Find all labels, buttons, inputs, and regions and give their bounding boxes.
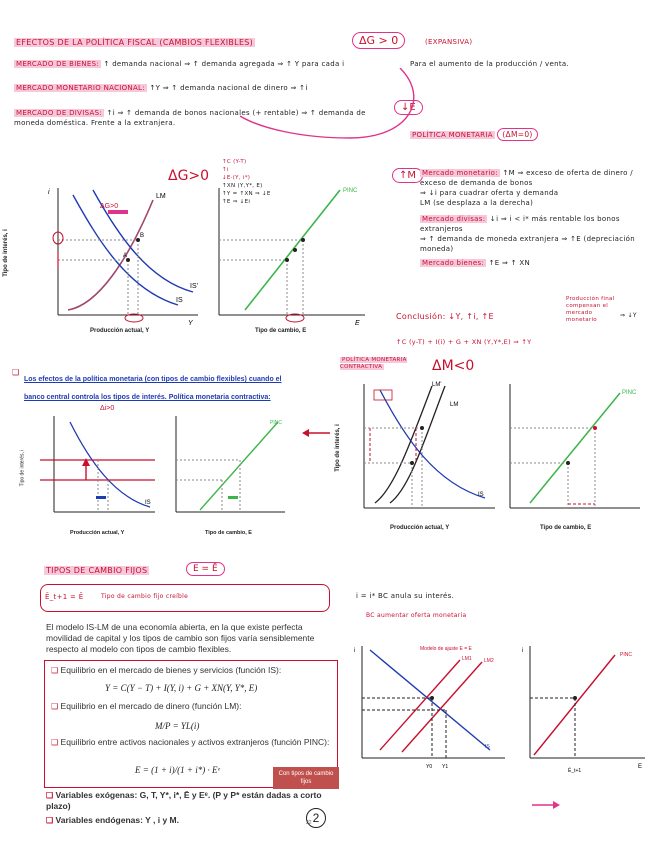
g1-is2-label: IS'	[190, 283, 198, 290]
eq-bullet-2	[51, 701, 242, 712]
expansiva-label: (EXPANSIVA)	[425, 38, 473, 46]
g1-is-label: IS	[176, 297, 183, 304]
page-number: 2	[306, 808, 326, 828]
delta-g-label: ΔG > 0	[359, 34, 399, 47]
eq1: Y = C(Y − T) + I(Y, i) + G + XN(Y, Y*, E)	[105, 683, 258, 693]
g7-i-var: i	[354, 648, 356, 654]
g7-lm1-label: LM1	[462, 656, 472, 662]
bracket-result: ⇒ ↓Y	[620, 312, 637, 319]
mercado-bienes-label: MERCADO DE BIENES:	[16, 60, 99, 68]
g6-xlabel: Tipo de cambio, E	[540, 525, 592, 531]
g2-note-2: ↑i	[222, 167, 229, 173]
page-small: 22	[306, 820, 312, 826]
formula-desc: Tipo de cambio fijo creíble	[101, 593, 189, 600]
g5-lm-label: LM	[450, 402, 459, 408]
mercado-bienes-note: Para el aumento de la producción / venta.	[410, 60, 569, 68]
eq-bullet-3	[51, 737, 333, 748]
endog-bullet	[46, 815, 179, 826]
bracket-note: Producción final compensan el mercado monetario	[566, 296, 615, 323]
g8-i-var: i	[522, 648, 524, 654]
g7-is-label: IS	[485, 744, 490, 750]
politica-contractiva-text: POLÍTICA MONETARIA CONTRACTIVA	[340, 357, 407, 370]
mercado-bienes-row	[14, 60, 414, 68]
rn-mm-label: Mercado monetario:	[422, 169, 498, 177]
g1-lm-label: LM	[156, 193, 166, 200]
b4-text: Variables exógenas: G, T, Y*, i*, Ē y Eᵉ. (P y P* están dadas a corto plazo)	[46, 790, 322, 811]
g1-pt-a: A	[123, 253, 128, 259]
right-note-1: i = i* BC anula su interés.	[356, 592, 455, 600]
g5-lm2-label: LM'	[432, 382, 442, 388]
rn-md-text1: ↓i ⇒ i < i* más rentable los bonos extranjeros	[420, 215, 620, 233]
g8-e-var: E	[638, 764, 643, 770]
title-text: EFECTOS DE LA POLÍTICA FISCAL (CAMBIOS FLEXIBLES)	[16, 38, 254, 47]
mercado-monetario-label: MERCADO MONETARIO NACIONAL:	[16, 84, 145, 92]
g2-note-1: ↑C (Y-T)	[222, 159, 247, 165]
g1-pt-b: B	[140, 233, 145, 239]
eq-bullet-1	[51, 665, 281, 676]
g2-e-var: E	[355, 320, 360, 327]
g2-note-5: ↑Y = ↑XN ⇒ ↓E	[222, 191, 271, 197]
dm-neg-label: ΔM<0	[432, 358, 475, 374]
rn-md-text2: ⇒ ↑ demanda de moneda extranjera ⇒ ↑E (depreciación moneda)	[420, 235, 635, 253]
formula-box	[40, 584, 330, 612]
eq2: M/P = YL(i)	[155, 721, 200, 731]
right-note-2: BC aumentar oferta monetaria	[366, 612, 467, 619]
mercado-divisas-end: ↓E	[394, 100, 423, 115]
exog-bullet	[46, 790, 336, 812]
conclusion: Conclusión: ↓Y, ↑i, ↑E	[396, 312, 494, 321]
g5-xlabel: Producción actual, Y	[390, 525, 450, 531]
bottom-title-text: TIPOS DE CAMBIO FIJOS	[46, 566, 148, 575]
rn-mb-text: ↑E ⇒ ↑ XN	[488, 259, 531, 267]
g5-is-label: IS	[478, 492, 484, 498]
delta-g-box	[352, 32, 405, 49]
politica-monetaria-label	[410, 130, 538, 139]
g2-note-6: ↑E ⇒ ↓Ei	[222, 199, 251, 205]
politica-contractiva	[340, 357, 410, 371]
rn-mm-text3: LM (se desplaza a la derecha)	[420, 199, 534, 207]
bullet-icon: ❑	[51, 666, 59, 675]
middle-bullet-text: Los efectos de la política monetaria (con tipos de cambio flexibles) cuando el banco central controla los tipos de interés. Política monetaria contractiva:	[24, 376, 282, 401]
b3-text: Equilibrio entre activos nacionales y activos extranjeros (función PINC):	[60, 737, 330, 747]
bullet-icon: ❑	[46, 791, 54, 800]
g7-y1: Y1	[442, 764, 449, 770]
fixed-rates-badge: Con tipos de cambio fijos	[273, 767, 339, 789]
graph6-pinc-big	[500, 378, 645, 523]
bullet-icon: ❑	[12, 368, 20, 377]
g3-is-label: IS	[145, 500, 151, 506]
graph7-fixed-is-lm	[350, 640, 510, 780]
g1-ylabel: Tipo de interés, i	[2, 229, 9, 277]
mercado-monetario-text: ↑Y ⇒ ↑ demanda nacional de dinero ⇒ ↑i	[149, 84, 308, 92]
dm-label: ↑M	[392, 168, 423, 183]
politica-label: POLÍTICA MONETARIA	[412, 131, 493, 139]
bullet-icon: ❑	[51, 702, 59, 711]
rn-mm-text2: ⇒ ↓i para cuadrar oferta y demanda	[420, 189, 559, 197]
bottom-title	[44, 566, 149, 575]
g6-pinc-label: PINC	[622, 390, 637, 396]
rn-md-label: Mercado divisas:	[422, 215, 486, 223]
g4-xlabel: Tipo de cambio, E	[205, 530, 252, 536]
formula-lead: Ē_t+1 = Ē	[45, 593, 84, 601]
g2-note-3: ↓E·(Y, i*)	[222, 175, 251, 181]
graph4-pinc	[170, 412, 290, 527]
g3-xlabel: Producción actual, Y	[70, 530, 125, 536]
rn-mb-label: Mercado bienes:	[422, 259, 485, 267]
di-label: Δi>0	[100, 405, 115, 412]
g8-ebar: Ē_t+1	[568, 768, 582, 774]
mercado-bienes-text: ↑ demanda nacional ⇒ ↑ demanda agregada ⇒ ↑ Y para cada i	[103, 60, 345, 68]
graph5-is-lm-big	[350, 378, 500, 523]
right-arrow-icon	[530, 800, 560, 810]
g2-pinc-label: PINC	[343, 188, 358, 194]
graph1-title: ΔG>0	[168, 168, 210, 184]
eq3: E = (1 + i)/(1 + i*) · Eᵉ	[135, 765, 220, 775]
politica-circle: (ΔM=0)	[497, 128, 537, 141]
g1-dg-label: ΔG>0	[100, 203, 119, 210]
right-notes-block	[420, 168, 648, 268]
g1-i-var: i	[48, 189, 50, 196]
mercado-divisas-label: MERCADO DE DIVISAS:	[16, 109, 102, 117]
graph1-is-lm	[28, 180, 203, 340]
b2-text: Equilibrio en el mercado de dinero (función LM):	[60, 701, 242, 711]
mercado-divisas-text: ↑i ⇒ ↑ demanda de bonos nacionales (+ rentable) ⇒ ↑ demanda de moneda doméstica. Frente a la extranjera.	[14, 109, 366, 127]
g5-ylabel: Tipo de interés, i	[334, 424, 341, 472]
bullet-icon: ❑	[46, 816, 54, 825]
g4-pinc-label: PINC	[270, 420, 282, 426]
conclusion-detail: ↑C (y-T) + I(i) + G + XN (Y,Y*,E) ⇒ ↑Y	[396, 338, 532, 346]
g7-lm-note: Modelo de ajuste E = E	[420, 646, 472, 652]
b5-text: Variables endógenas: Y , i y M.	[55, 815, 180, 825]
g7-y0: Y0	[426, 764, 433, 770]
rn-mm-text1: ↑M ⇒ exceso de oferta de dinero / exceso de demanda de bonos	[420, 169, 633, 187]
graph3-is-lm	[40, 412, 160, 527]
g8-pinc-label: PINC	[620, 652, 632, 658]
left-arrow-icon	[302, 428, 332, 438]
g1-y-var: Y	[188, 320, 193, 327]
bottom-paragraph: El modelo IS-LM de una economía abierta, en la que existe perfecta movilidad de capital y los tipos de cambio son fijos varía sensiblemente respecto al modelo con tipos de cambio flexibles.	[46, 622, 315, 654]
equations-box	[44, 660, 338, 788]
g2-note-4: ↑XN (Y,Y*, E)	[222, 183, 263, 189]
e-eq-box: E = Ē	[186, 562, 225, 576]
section-title-fiscal	[14, 38, 255, 47]
graph8-fixed-pinc	[520, 640, 650, 780]
bullet-icon: ❑	[51, 738, 59, 747]
g2-xlabel: Tipo de cambio, E	[255, 328, 307, 334]
g7-lm2-label: LM2	[484, 658, 494, 664]
graph2-notes	[222, 158, 271, 206]
b1-text: Equilibrio en el mercado de bienes y servicios (función IS):	[60, 665, 282, 675]
g1-xlabel: Producción actual, Y	[90, 328, 150, 334]
g3-ylabel: Tipo de interés, i	[19, 449, 26, 487]
middle-bullet	[12, 368, 299, 404]
